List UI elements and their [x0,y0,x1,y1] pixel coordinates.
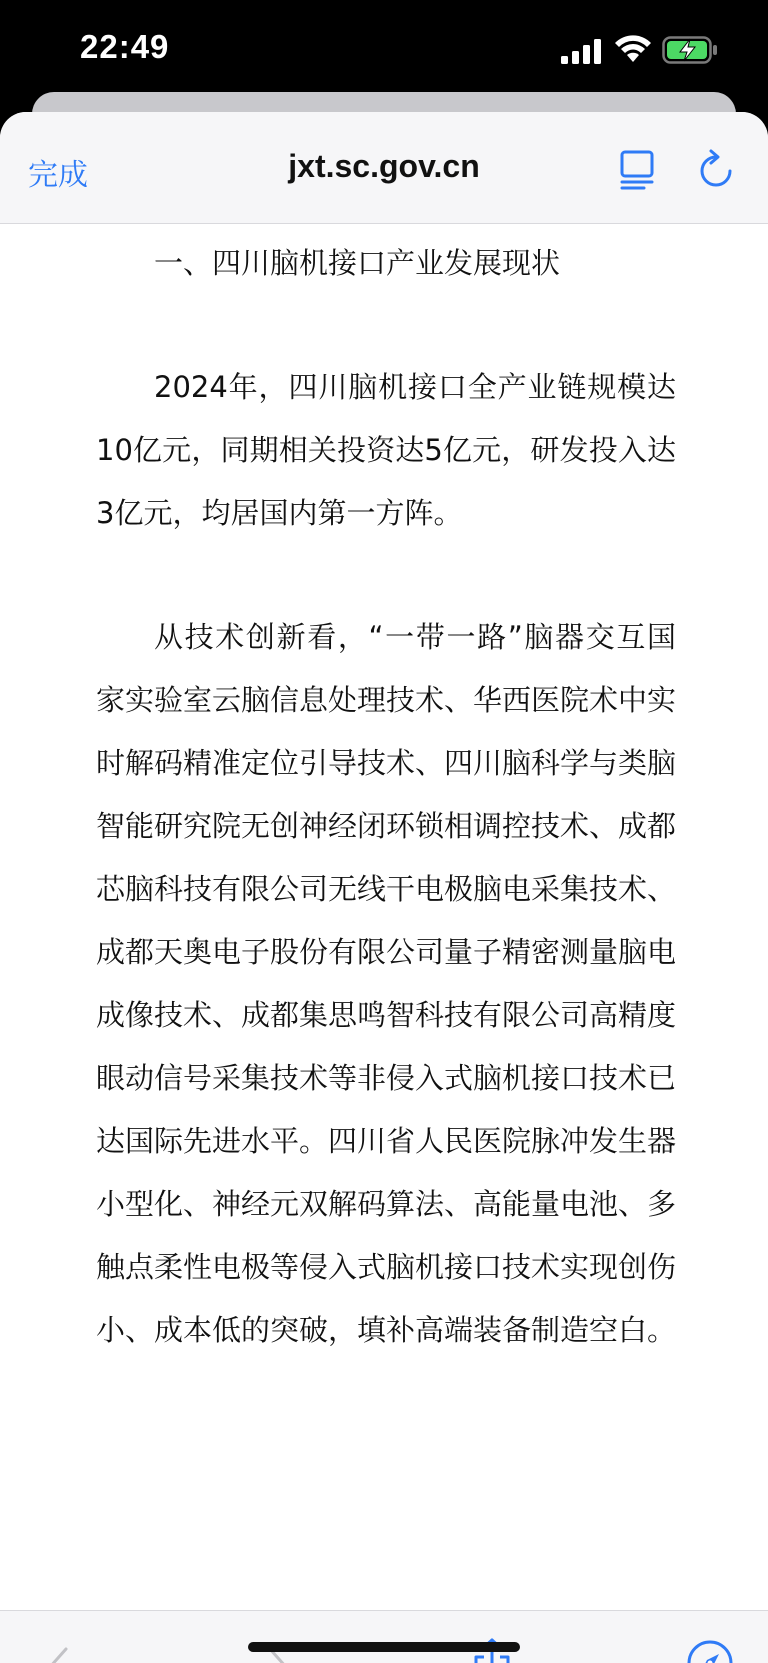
wifi-icon [614,34,652,64]
article-heading: 一、四川脑机接口产业发展现状 [154,246,561,280]
cellular-signal-icon [561,38,603,64]
reload-icon[interactable] [696,148,736,192]
article-paragraph: 2024年，四川脑机接口全产业链规模达10亿元，同期相关投资达5亿元，研发投入达3亿元，均居国内第一方阵。 [96,370,676,530]
browser-navbar [0,112,768,224]
page-url[interactable]: jxt.sc.gov.cn [288,148,480,184]
home-indicator[interactable] [248,1642,520,1652]
article-paragraph: 从技术创新看，“一带一路”脑器交互国家实验室云脑信息处理技术、华西医院术中实时解码精准定位引导技术、四川脑科学与类脑智能研究院无创神经闭环锁相调控技术、成都芯脑科技有限公司无线干电极脑电采集技术、成都天奥电子股份有限公司量子精密测量脑电成像技术、成都集思鸣智科技有限公司高精度眼动信号采集技术等非侵入式脑机接口技术已达国际先进水平。四川省人民医院脉冲发生器小型化、神经元双解码算法、高能量电池、多触点柔性电极等侵入式脑机接口技术实现创伤小、成本低的突破，填补高端装备制造空白。 [96,620,677,1347]
reader-mode-icon[interactable] [620,150,656,190]
chevron-left-icon[interactable] [44,1645,72,1663]
article-content [96,232,676,1362]
browser-toolbar [0,1610,768,1663]
status-time: 22:49 [80,28,170,65]
done-button[interactable]: 完成 [28,158,88,193]
compass-icon[interactable] [686,1639,734,1663]
status-bar [0,0,768,100]
browser-sheet [0,112,768,1663]
battery-charging-icon [662,36,718,64]
